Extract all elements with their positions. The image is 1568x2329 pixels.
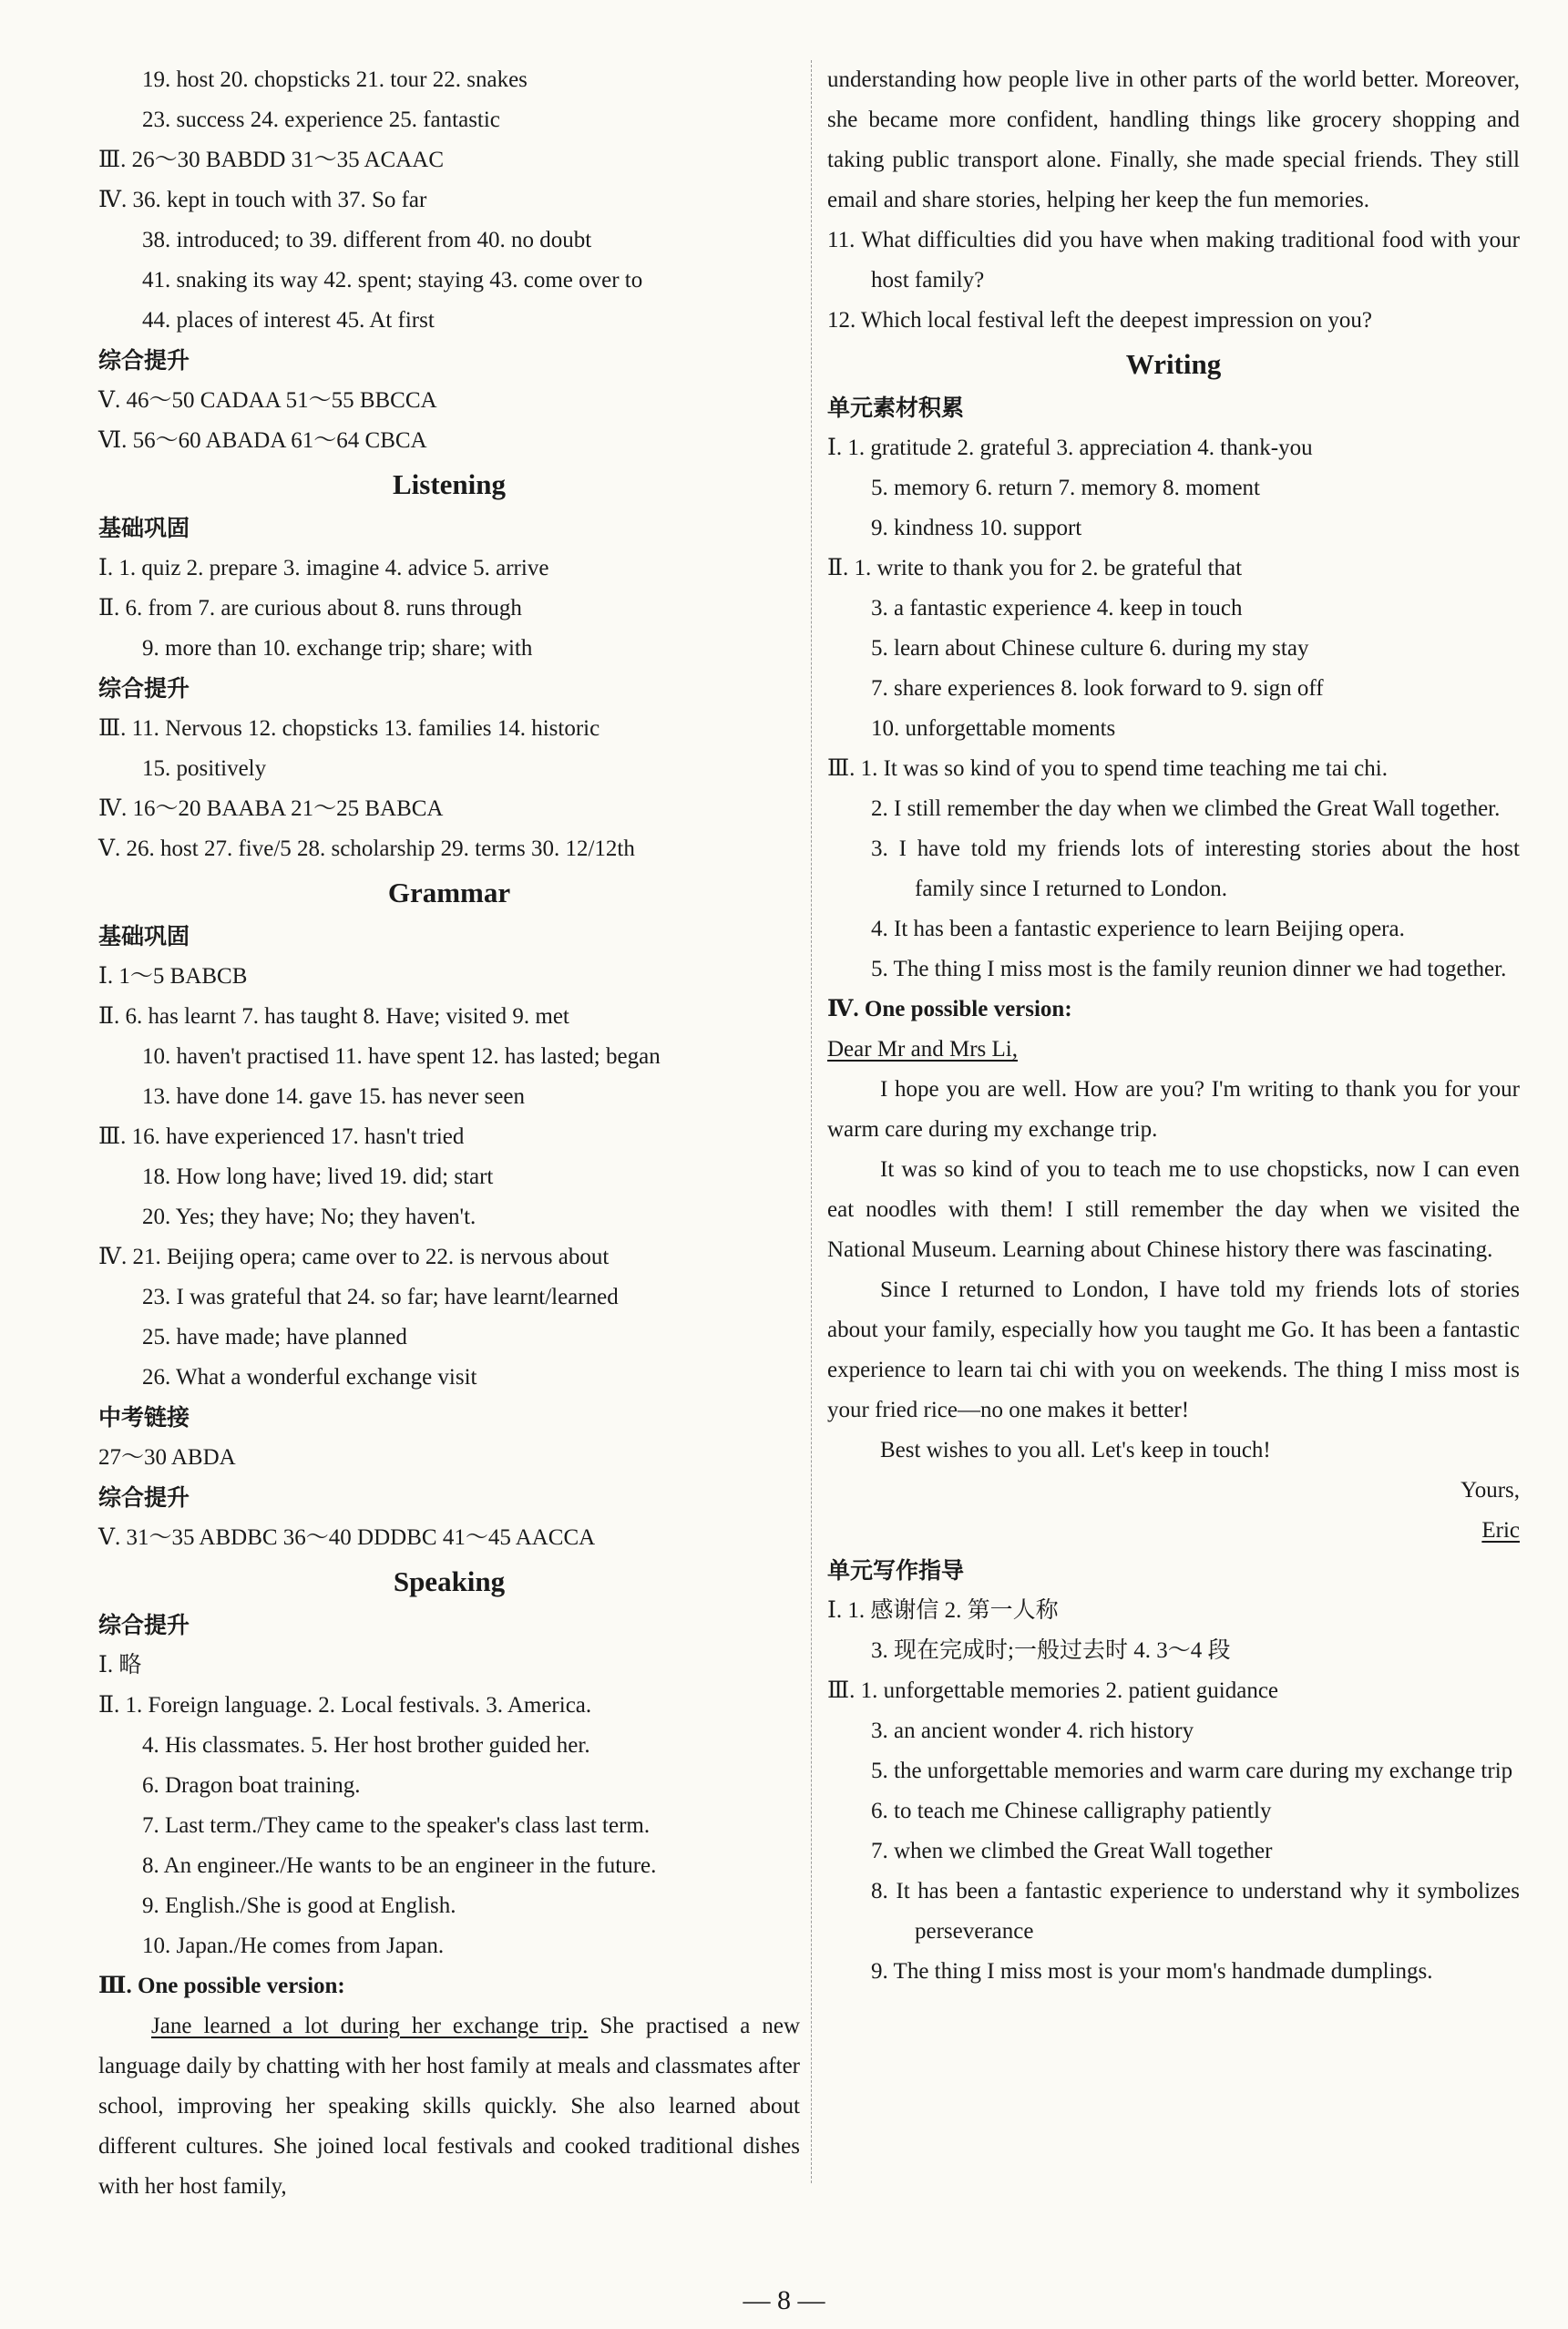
paragraph-text: She practised a new language daily by chatting with her host family at meals and classmates after school, improving her speaking skills quickly. She also learned about different cultures. She joined local festivals and cooked traditional dishes with her host family,	[98, 2014, 801, 2199]
answer-line: 9. The thing I miss most is your mom's handmade dumplings.	[871, 1959, 1433, 1984]
answer-line: 10. unforgettable moments	[871, 716, 1116, 741]
answer-line: 10. haven't practised 11. have spent 12. has lasted; began	[142, 1044, 661, 1069]
answer-line: Ⅴ. 31～35 ABDBC 36～40 DDDBC 41～45 AACCA	[98, 1525, 596, 1550]
section-caption: 基础巩固	[98, 515, 190, 541]
answer-line: 6. Dragon boat training.	[142, 1773, 361, 1798]
answer-line: Ⅰ. 1. gratitude 2. grateful 3. appreciation 4. thank-you	[827, 436, 1313, 460]
answer-line: Ⅴ. 46～50 CADAA 51～55 BBCCA	[98, 388, 437, 413]
answer-line: 3. a fantastic experience 4. keep in touch	[871, 596, 1243, 621]
answer-line: Ⅳ. 36. kept in touch with 37. So far	[98, 188, 427, 212]
section-caption: 综合提升	[98, 675, 190, 702]
answer-line: 3. 现在完成时;一般过去时 4. 3～4 段	[871, 1638, 1231, 1663]
answer-line: Ⅲ. 11. Nervous 12. chopsticks 13. families 14. historic	[98, 716, 600, 741]
letter-paragraph: Since I returned to London, I have told my friends lots of stories about your family, especially how you taught me Go. It has been a fantastic experience to learn tai chi with you on weekends. The thing I miss most is your fried rice—no one makes it better!	[827, 1277, 1520, 1422]
section-caption: 综合提升	[98, 1612, 190, 1638]
answer-line: Ⅳ. 16～20 BAABA 21～25 BABCA	[98, 796, 444, 821]
section-title-speaking: Speaking	[393, 1565, 506, 1597]
answer-line: Ⅱ. 1. write to thank you for 2. be grateful that	[827, 556, 1243, 580]
section-title-writing: Writing	[1125, 348, 1222, 380]
answer-line: 3. an ancient wonder 4. rich history	[871, 1719, 1194, 1743]
answer-line: 6. to teach me Chinese calligraphy patiently	[871, 1799, 1272, 1823]
answer-line: 9. English./She is good at English.	[142, 1893, 456, 1918]
answer-line: 13. have done 14. gave 15. has never seen	[142, 1084, 525, 1109]
answer-line: Ⅲ. 1. unforgettable memories 2. patient guidance	[827, 1678, 1279, 1703]
answer-line: 4. His classmates. 5. Her host brother guided her.	[142, 1733, 590, 1758]
letter-paragraph: Best wishes to you all. Let's keep in touch!	[880, 1438, 1271, 1462]
answer-line: 9. more than 10. exchange trip; share; with	[142, 636, 533, 661]
answer-line: 5. memory 6. return 7. memory 8. moment	[871, 476, 1261, 500]
section-caption: 综合提升	[98, 347, 190, 374]
question-12: 12. Which local festival left the deepest impression on you?	[827, 308, 1372, 333]
answer-line: Ⅱ. 1. Foreign language. 2. Local festivals. 3. America.	[98, 1693, 592, 1718]
answer-line: 5. the unforgettable memories and warm care during my exchange trip	[871, 1759, 1513, 1783]
answer-line: 7. Last term./They came to the speaker's class last term.	[142, 1813, 651, 1838]
section-caption: 综合提升	[98, 1484, 190, 1511]
answer-line: 10. Japan./He comes from Japan.	[142, 1934, 445, 1958]
answer-line: 8. It has been a fantastic experience to understand why it symbolizes perseverance	[871, 1879, 1520, 1944]
version-heading: Ⅲ. One possible version:	[98, 1974, 345, 1998]
answer-line: Ⅲ. 16. have experienced 17. hasn't tried	[98, 1124, 465, 1149]
left-column	[98, 60, 800, 2207]
answer-line: 15. positively	[142, 756, 267, 781]
column-divider	[811, 60, 812, 2183]
answer-line: Ⅲ. 26～30 BABDD 31～35 ACAAC	[98, 148, 445, 172]
answer-line: Ⅰ. 1. 感谢信 2. 第一人称	[827, 1598, 1059, 1623]
answer-line: Ⅲ. 1. It was so kind of you to spend time teaching me tai chi.	[827, 756, 1388, 781]
answer-line: 23. success 24. experience 25. fantastic	[142, 108, 500, 132]
answer-line: 20. Yes; they have; No; they haven't.	[142, 1205, 477, 1229]
answer-line: Ⅱ. 6. from 7. are curious about 8. runs through	[98, 596, 522, 621]
answer-line: Ⅳ. 21. Beijing opera; came over to 22. is nervous about	[98, 1245, 610, 1269]
question-11: 11. What difficulties did you have when making traditional food with your host family?	[827, 228, 1520, 292]
answer-line: Ⅰ. 略	[98, 1653, 142, 1677]
answer-line: 18. How long have; lived 19. did; start	[142, 1164, 494, 1189]
version-heading: Ⅳ. One possible version:	[827, 997, 1072, 1021]
section-title-listening: Listening	[392, 468, 507, 500]
answer-line: 26. What a wonderful exchange visit	[142, 1365, 477, 1390]
answer-line: Ⅰ. 1. quiz 2. prepare 3. imagine 4. advice 5. arrive	[98, 556, 549, 580]
answer-line: 23. I was grateful that 24. so far; have learnt/learned	[142, 1285, 619, 1309]
section-title-grammar: Grammar	[387, 877, 511, 908]
answer-line: 25. have made; have planned	[142, 1325, 407, 1349]
answer-line: 38. introduced; to 39. different from 40. no doubt	[142, 228, 592, 252]
answer-line: 8. An engineer./He wants to be an engineer in the future.	[142, 1853, 657, 1878]
right-column	[827, 60, 1520, 1992]
letter-salutation: Dear Mr and Mrs Li,	[827, 1037, 1018, 1062]
letter-paragraph: It was so kind of you to teach me to use chopsticks, now I can even eat noodles with them! I still remember the day when we visited the National Museum. Learning about Chinese history there was fascinating.	[827, 1157, 1520, 1262]
letter-closing: Yours,	[1460, 1478, 1520, 1503]
answer-line: 27～30 ABDA	[98, 1445, 236, 1470]
answer-line: 2. I still remember the day when we climbed the Great Wall together.	[871, 796, 1501, 821]
answer-line: Ⅱ. 6. has learnt 7. has taught 8. Have; visited 9. met	[98, 1004, 569, 1029]
letter-signature: Eric	[1481, 1518, 1520, 1543]
page-number: — 8 —	[743, 2285, 825, 2315]
answer-line: 9. kindness 10. support	[871, 516, 1082, 540]
section-caption: 单元素材积累	[827, 395, 965, 421]
continued-paragraph: understanding how people live in other parts of the world better. Moreover, she became more confident, handling things like grocery shopping and taking public transport alone. Finally, she made special friends. They still email and share stories, helping her keep the fun memories.	[827, 67, 1520, 212]
answer-line: 7. share experiences 8. look forward to 9. sign off	[871, 676, 1324, 701]
sample-paragraph	[98, 2006, 800, 2207]
answer-line: 19. host 20. chopsticks 21. tour 22. snakes	[142, 67, 528, 92]
answer-line: 41. snaking its way 42. spent; staying 43. come over to	[142, 268, 643, 292]
answer-line: 4. It has been a fantastic experience to learn Beijing opera.	[871, 917, 1405, 941]
answer-line: Ⅰ. 1～5 BABCB	[98, 964, 248, 989]
letter-paragraph: I hope you are well. How are you? I'm writing to thank you for your warm care during my exchange trip.	[827, 1077, 1520, 1142]
answer-line: Ⅵ. 56～60 ABADA 61～64 CBCA	[98, 428, 427, 453]
answer-line: 7. when we climbed the Great Wall together	[871, 1839, 1273, 1863]
answer-line: 5. The thing I miss most is the family reunion dinner we had together.	[871, 957, 1507, 981]
answer-line: Ⅴ. 26. host 27. five/5 28. scholarship 29. terms 30. 12/12th	[98, 836, 635, 861]
section-caption: 基础巩固	[98, 923, 190, 949]
section-caption: 中考链接	[98, 1404, 190, 1431]
section-caption: 单元写作指导	[827, 1557, 965, 1584]
underlined-topic-sentence: Jane learned a lot during her exchange trip.	[151, 2014, 589, 2038]
answer-line: 3. I have told my friends lots of interesting stories about the host family since I returned to London.	[871, 836, 1520, 901]
answer-line: 5. learn about Chinese culture 6. during my stay	[871, 636, 1309, 661]
answer-line: 44. places of interest 45. At first	[142, 308, 435, 333]
